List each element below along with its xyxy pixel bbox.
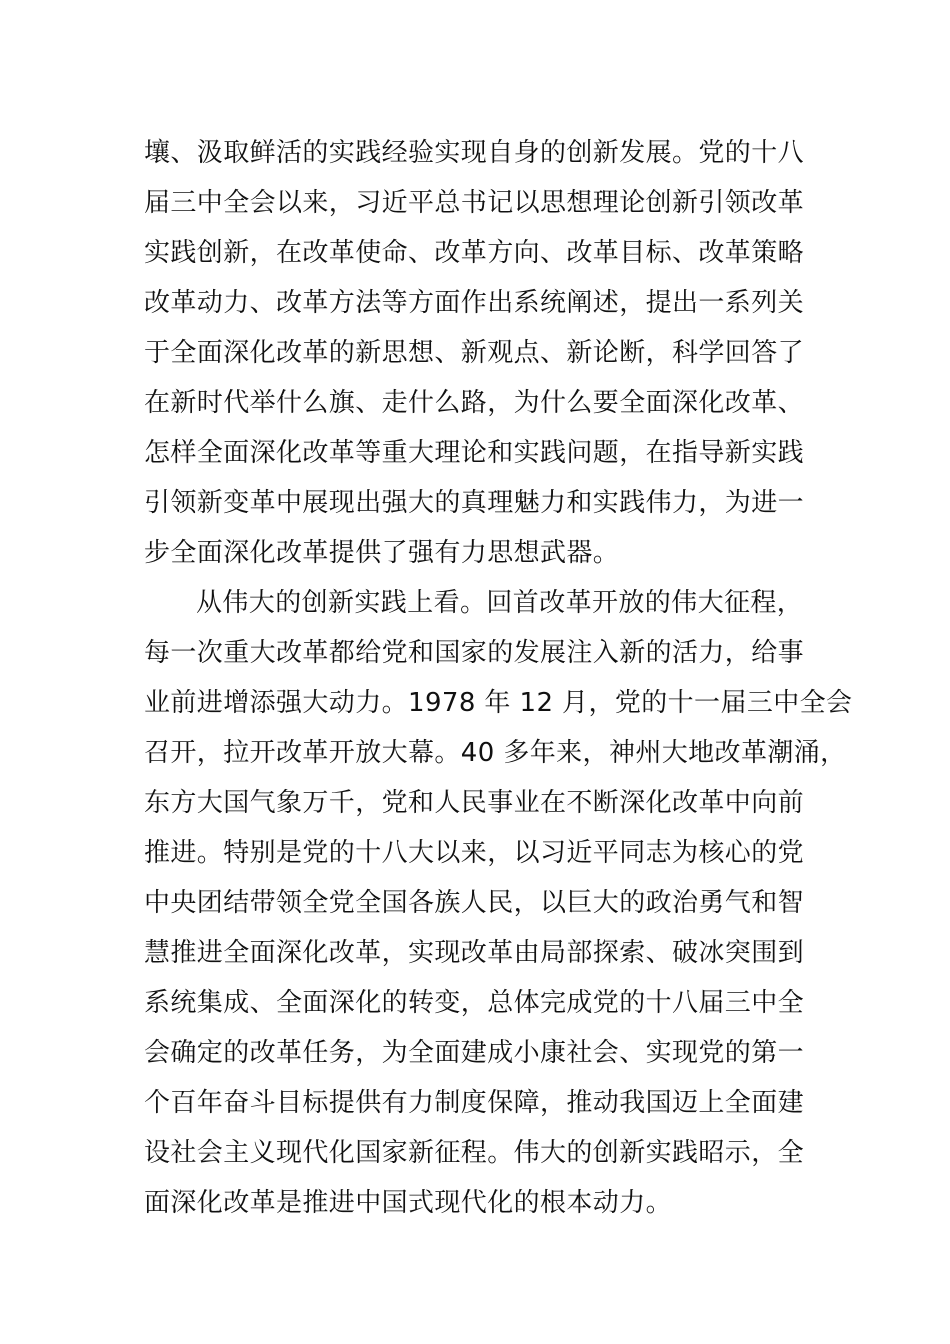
text-line: 东方大国气象万千，党和人民事业在不断深化改革中向前: [144, 788, 805, 818]
text-line: 召开，拉开改革开放大幕。40 多年来，神州大地改革潮涌，: [144, 738, 847, 768]
text-line: 实践创新，在改革使命、改革方向、改革目标、改革策略: [144, 238, 805, 268]
text-line: 系统集成、全面深化的转变，总体完成党的十八届三中全: [144, 988, 805, 1018]
text-line: 在新时代举什么旗、走什么路，为什么要全面深化改革、: [144, 388, 805, 418]
text-line: 届三中全会以来，习近平总书记以思想理论创新引领改革: [144, 188, 805, 218]
text-line: 业前进增添强大动力。1978 年 12 月，党的十一届三中全会: [144, 688, 853, 718]
text-line: 改革动力、改革方法等方面作出系统阐述，提出一系列关: [144, 288, 805, 318]
paragraph-start-line: 从伟大的创新实践上看。回首改革开放的伟大征程，: [196, 588, 804, 618]
text-line: 中央团结带领全党全国各族人民，以巨大的政治勇气和智: [144, 888, 805, 918]
text-line: 会确定的改革任务，为全面建成小康社会、实现党的第一: [144, 1038, 805, 1068]
text-line: 面深化改革是推进中国式现代化的根本动力。: [144, 1188, 673, 1218]
text-line: 壤、汲取鲜活的实践经验实现自身的创新发展。党的十八: [144, 138, 805, 168]
body-text: [144, 128, 853, 1228]
text-line: 引领新变革中展现出强大的真理魅力和实践伟力，为进一: [144, 488, 805, 518]
text-line: 每一次重大改革都给党和国家的发展注入新的活力，给事: [144, 638, 805, 668]
text-line: 于全面深化改革的新思想、新观点、新论断，科学回答了: [144, 338, 805, 368]
text-line: 设社会主义现代化国家新征程。伟大的创新实践昭示，全: [144, 1138, 805, 1168]
text-line: 怎样全面深化改革等重大理论和实践问题，在指导新实践: [144, 438, 805, 468]
text-line: 步全面深化改革提供了强有力思想武器。: [144, 538, 620, 568]
text-line: 个百年奋斗目标提供有力制度保障，推动我国迈上全面建: [144, 1088, 805, 1118]
text-line: 慧推进全面深化改革，实现改革由局部探索、破冰突围到: [144, 938, 805, 968]
text-line: 推进。特别是党的十八大以来，以习近平同志为核心的党: [144, 838, 805, 868]
